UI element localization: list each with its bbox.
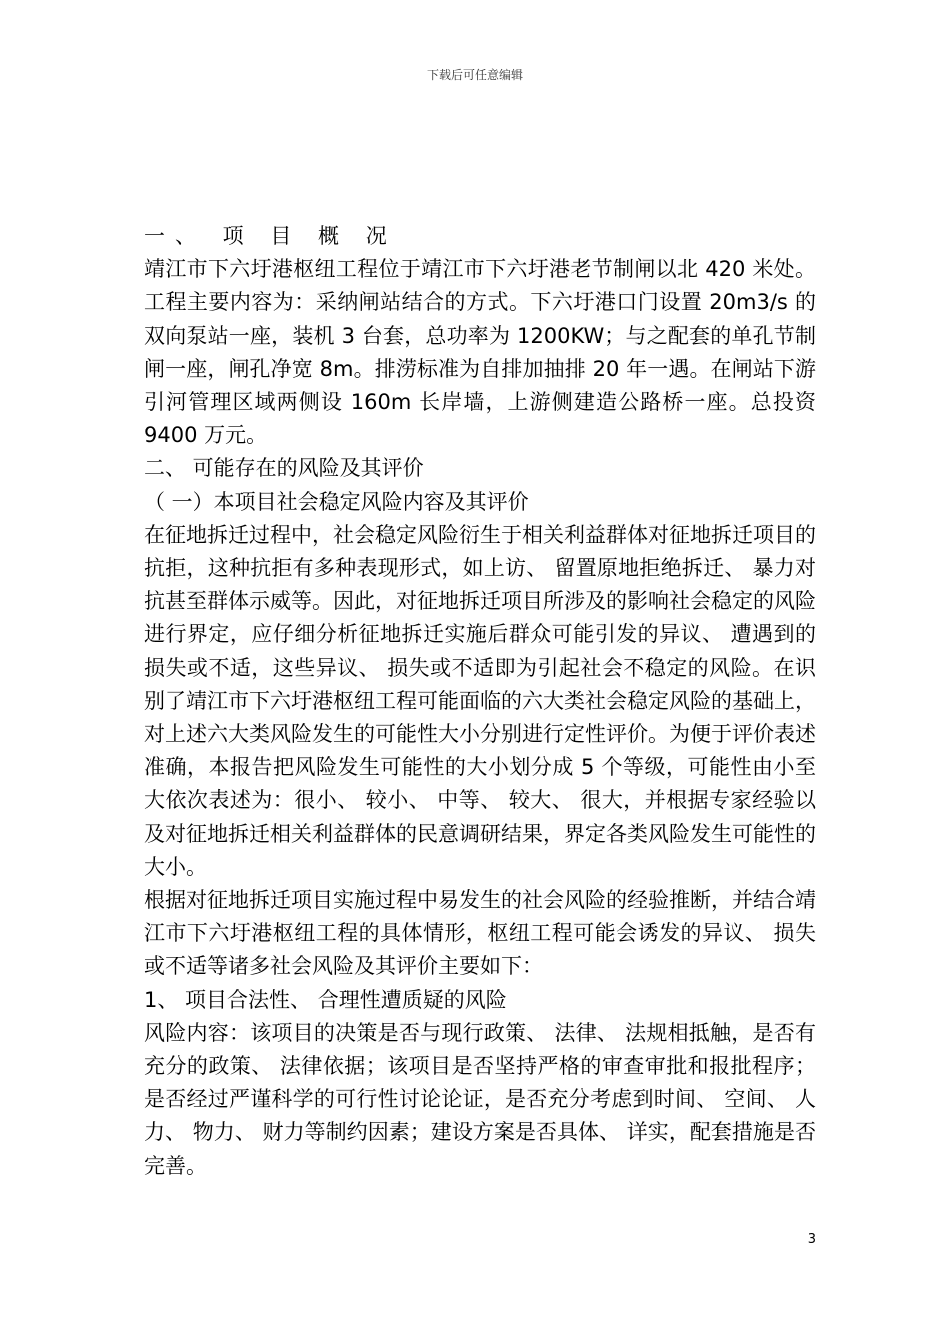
section-heading-overview: 一、 项 目 概 况 (144, 224, 397, 248)
item-heading-legitimacy: 1、 项目合法性、 合理性遭质疑的风险 (144, 987, 507, 1012)
section-heading-risks: 二、 可能存在的风险及其评价 (144, 456, 424, 481)
page-number: 3 (807, 1232, 816, 1247)
legitimacy-risk-paragraph: 风险内容：该项目的决策是否与现行政策、 法律、 法规相抵触，是否有充分的政策、 法律依据；该项目是否坚持严格的审查审批和报批程序；是否经过严谨科学的可行性讨论论证，是否充分考虑到时间、 空间、 人力、 物力、 财力等制约因素；建设方案是否具体、 详实，配套措施是否完善。 (144, 1020, 816, 1178)
page-header: 下载后可任意编辑 (426, 68, 523, 82)
subsection-heading-social-stability: （ 一）本项目社会稳定风险内容及其评价 (144, 489, 529, 514)
social-stability-paragraph: 在征地拆迁过程中，社会稳定风险衍生于相关利益群体对征地拆迁项目的抗拒，这种抗拒有多种表现形式，如上访、 留置原地拒绝拆迁、 暴力对抗甚至群体示威等。因此，对征地拆迁项目所涉及的影响社会稳定的风险进行界定，应仔细分析征地拆迁实施后群众可能引发的异议、 遭遇到的损失或不适，这些异议、 损失或不适即为引起社会不稳定的风险。在识别了靖江市下六圩港枢纽工程可能面临的六大类社会稳定风险的基础上，对上述六大类风险发生的可能性大小分别进行定性评价。为便于评价表述准确，本报告把风险发生可能性的大小划分成 5 个等级，可能性由小至大依次表述为：很小、 较小、 中等、 较大、 很大，并根据专家经验以及对征地拆迁相关利益群体的民意调研结果，界定各类风险发生可能性的大小。 (144, 522, 816, 879)
document-body (144, 220, 816, 1183)
risk-inference-paragraph: 根据对征地拆迁项目实施过程中易发生的社会风险的经验推断，并结合靖江市下六圩港枢纽工程的具体情形，枢纽工程可能会诱发的异议、 损失或不适等诸多社会风险及其评价主要如下： (144, 888, 816, 979)
overview-paragraph: 靖江市下六圩港枢纽工程位于靖江市下六圩港老节制闸以北 420 米处。工程主要内容为：采纳闸站结合的方式。下六圩港口门设置 20m3/s 的双向泵站一座，装机 3 台套，总功率为 1200KW；与之配套的单孔节制闸一座，闸孔净宽 8m。排涝标准为自排加抽排 20 年一遇。在闸站下游引河管理区域两侧设 160m 长岸墙，上游侧建造公路桥一座。总投资 9400 万元。 (144, 257, 816, 448)
